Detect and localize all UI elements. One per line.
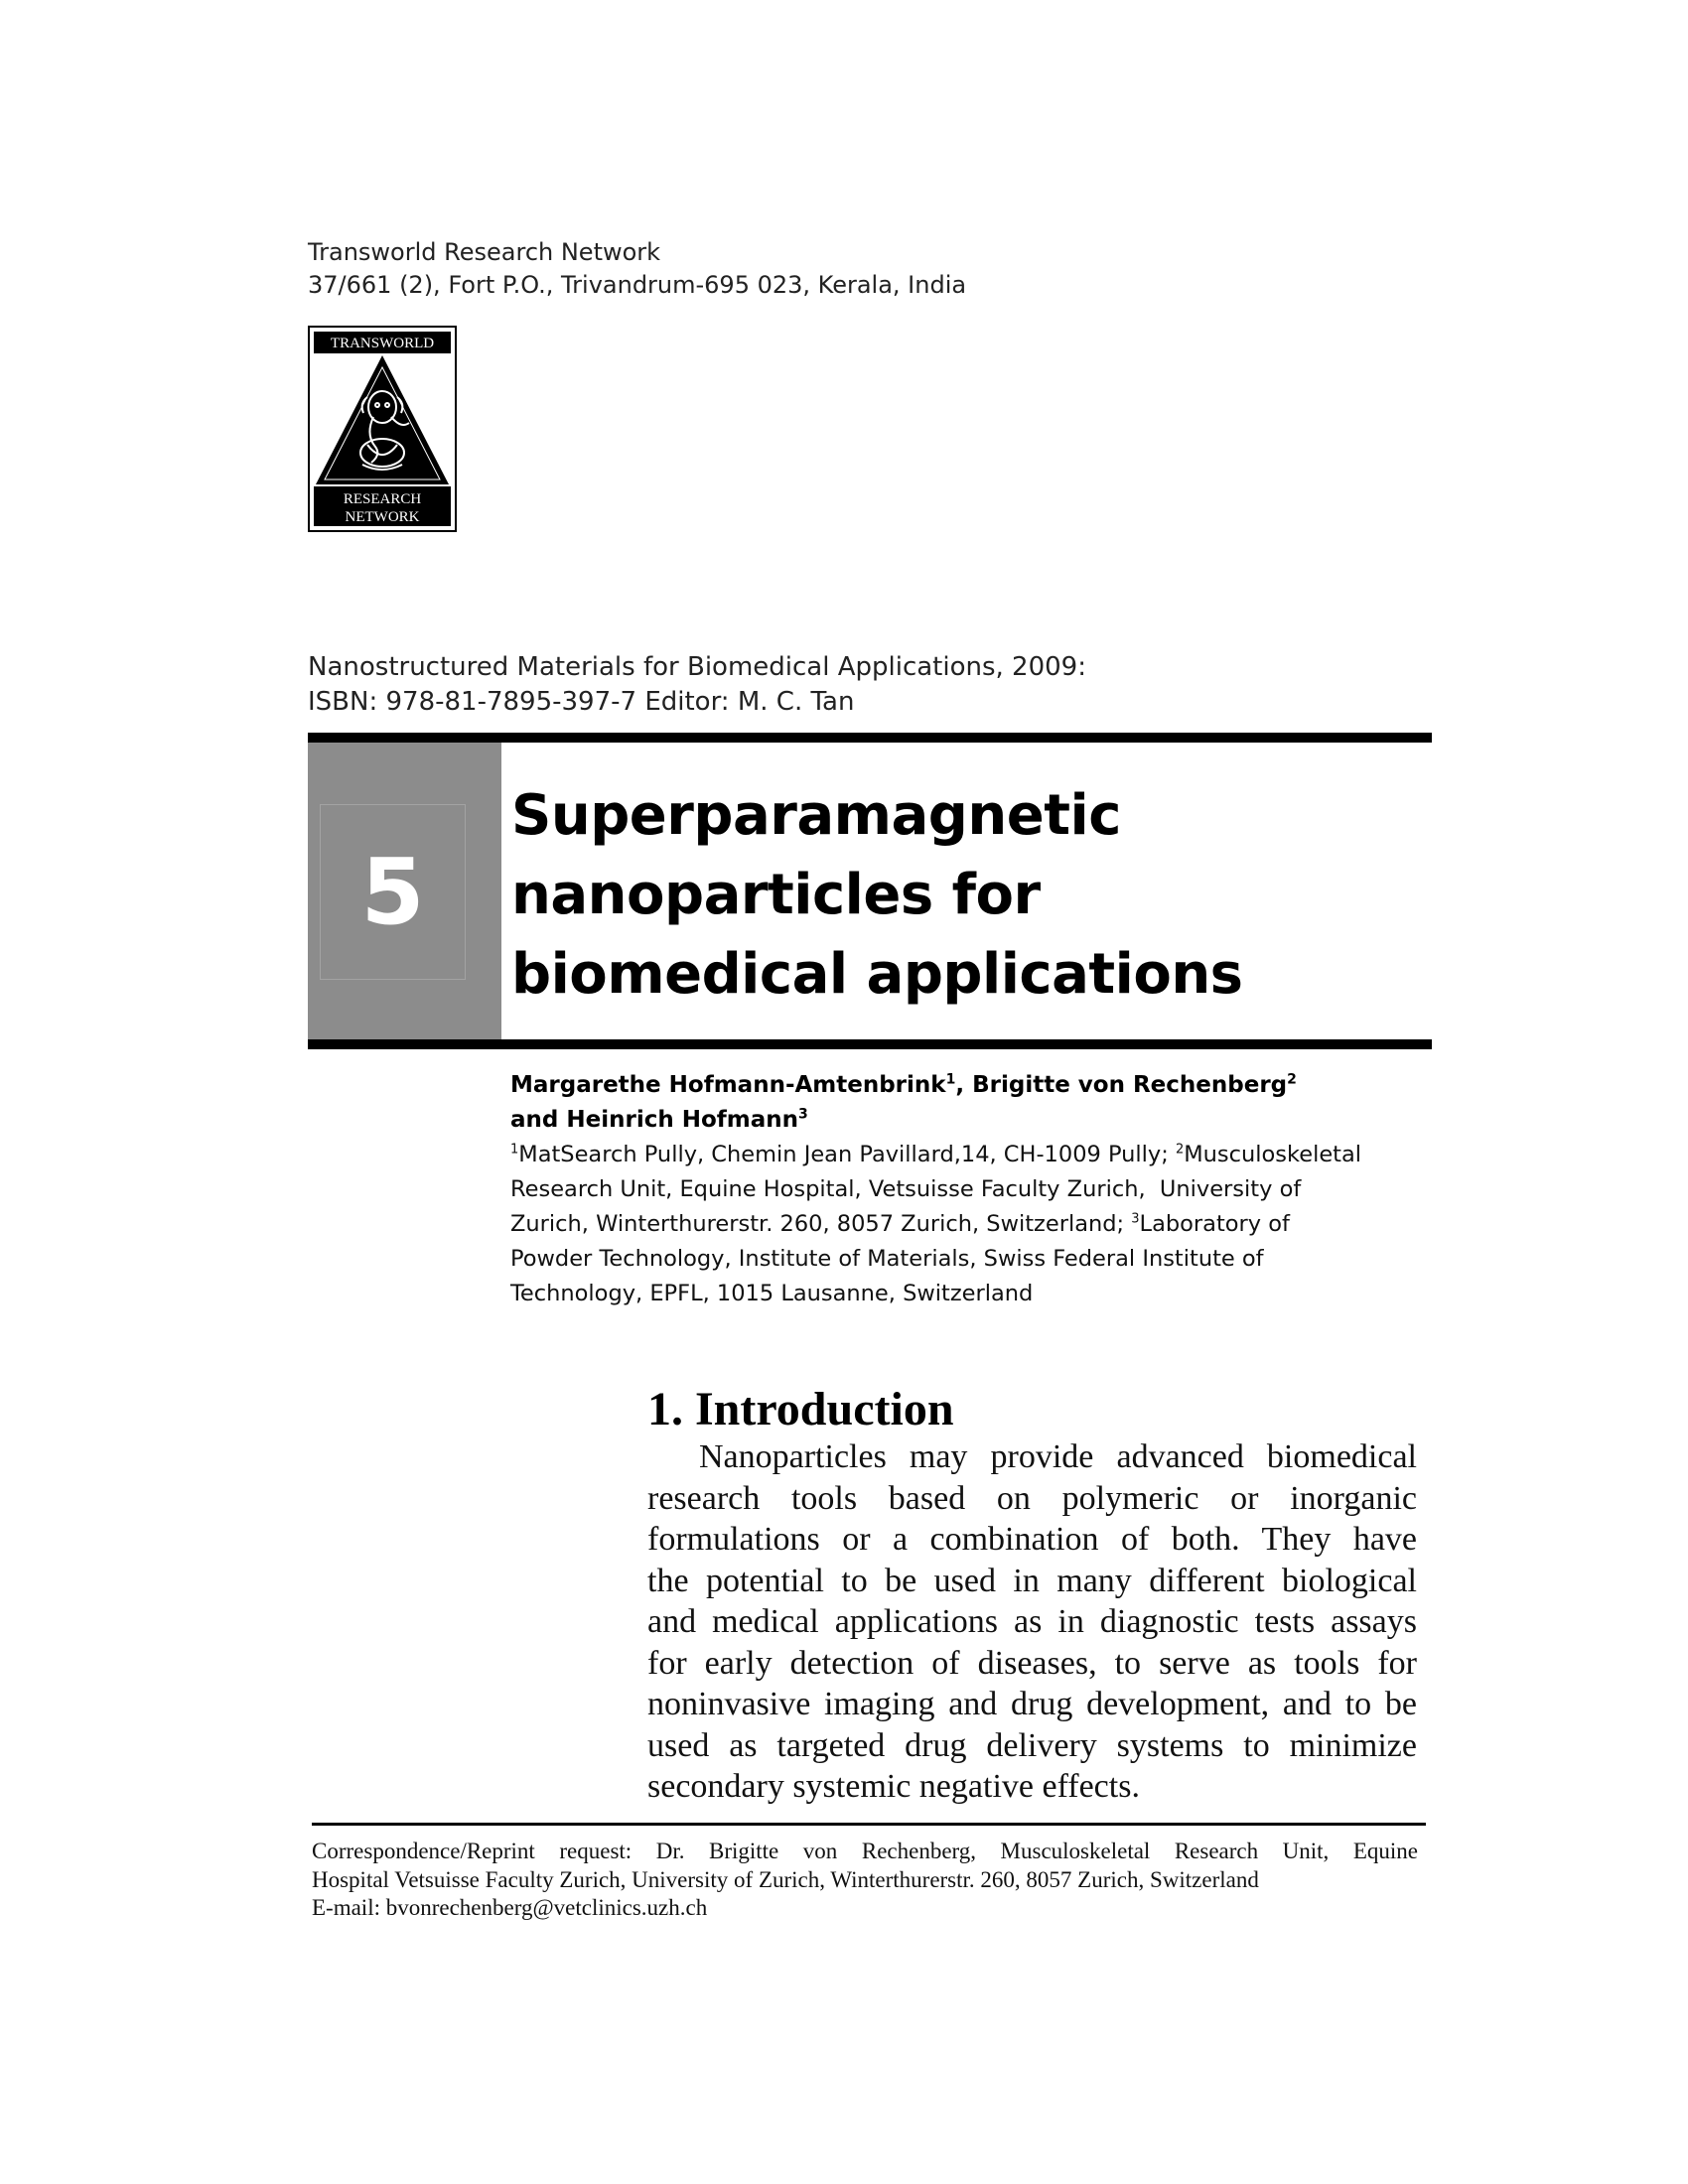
chapter-title-line: nanoparticles for bbox=[511, 863, 1041, 927]
author-separator: , bbox=[955, 1072, 973, 1098]
affil-text: MatSearch Pully, Chemin Jean Pavillard,14, CH-1009 Pully; bbox=[518, 1142, 1176, 1167]
affil-sup: 1 bbox=[510, 1142, 519, 1158]
paragraph-line: research tools based on polymeric or inorganic bbox=[647, 1479, 1417, 1517]
ganesha-triangle-logo-icon bbox=[308, 326, 457, 532]
chapter-number-frame bbox=[320, 804, 466, 980]
footnote-line: Correspondence/Reprint request: Dr. Brigitte von Rechenberg, Musculoskeletal Research Unit, Equine bbox=[312, 1839, 1418, 1863]
paragraph-line: noninvasive imaging and drug development, and to be bbox=[647, 1686, 1417, 1722]
affiliation-line: Technology, EPFL, 1015 Lausanne, Switzerland bbox=[510, 1281, 1034, 1306]
chapter-number: 5 bbox=[360, 839, 425, 945]
book-title-line: Nanostructured Materials for Biomedical Applications, 2009: bbox=[308, 652, 1086, 682]
author-affil-sup: 1 bbox=[945, 1071, 956, 1088]
chapter-title bbox=[511, 776, 1405, 1015]
chapter-title-line: biomedical applications bbox=[511, 942, 1243, 1007]
affiliation-line bbox=[510, 1207, 1424, 1242]
publisher-info bbox=[308, 236, 966, 302]
introduction-paragraph bbox=[647, 1436, 1417, 1808]
paragraph-line: and medical applications as in diagnostic tests assays bbox=[647, 1603, 1417, 1640]
affiliations bbox=[510, 1138, 1424, 1311]
author-name: and Heinrich Hofmann bbox=[510, 1107, 799, 1133]
authors-line-1 bbox=[510, 1068, 1424, 1103]
author-name: Brigitte von Rechenberg bbox=[972, 1072, 1288, 1098]
section-heading: 1. Introduction bbox=[647, 1383, 954, 1435]
footnote-line: Hospital Vetsuisse Faculty Zurich, University of Zurich, Winterthurerstr. 260, 8057 Zurich, Switzerland bbox=[312, 1866, 1259, 1892]
affiliation-line: Research Unit, Equine Hospital, Vetsuisse Faculty Zurich, University of bbox=[510, 1176, 1302, 1202]
footnote-email[interactable]: E-mail: bvonrechenberg@vetclinics.uzh.ch bbox=[312, 1895, 708, 1920]
affil-text: Musculoskeletal bbox=[1184, 1142, 1362, 1167]
publisher-address: 37/661 (2), Fort P.O., Trivandrum-695 023, Kerala, India bbox=[308, 271, 967, 299]
logo-top-text: TRANSWORLD bbox=[330, 336, 435, 351]
publisher-name: Transworld Research Network bbox=[308, 238, 661, 266]
affil-sup: 3 bbox=[1131, 1211, 1140, 1227]
chapter-rule-bottom bbox=[308, 1039, 1432, 1049]
affiliation-line: Powder Technology, Institute of Materials, Swiss Federal Institute of bbox=[510, 1246, 1264, 1272]
author-affil-sup: 3 bbox=[798, 1106, 808, 1123]
chapter-rule-top bbox=[308, 733, 1432, 743]
correspondence-footnote bbox=[312, 1838, 1418, 1923]
chapter-title-line: Superparamagnetic bbox=[511, 783, 1121, 848]
logo-bottom-text-1: RESEARCH bbox=[343, 491, 422, 507]
affil-sup: 2 bbox=[1175, 1142, 1185, 1158]
book-info bbox=[308, 650, 1086, 720]
paragraph-line: formulations or a combination of both. They have bbox=[647, 1521, 1417, 1558]
chapter-number-box bbox=[308, 743, 501, 1039]
affiliation-line bbox=[510, 1138, 1424, 1172]
paragraph-line: the potential to be used in many different biological bbox=[647, 1562, 1417, 1599]
affil-text: Laboratory of bbox=[1139, 1211, 1290, 1237]
paragraph-line: for early detection of diseases, to serve as tools for bbox=[647, 1644, 1417, 1682]
book-isbn-line: ISBN: 978-81-7895-397-7 Editor: M. C. Tan bbox=[308, 687, 855, 717]
author-name: Margarethe Hofmann-Amtenbrink bbox=[510, 1072, 946, 1098]
footnote-rule bbox=[312, 1823, 1426, 1826]
authors-line-2 bbox=[510, 1103, 1424, 1138]
authors bbox=[510, 1068, 1424, 1138]
paragraph-line: secondary systemic negative effects. bbox=[647, 1768, 1140, 1805]
logo-bottom-text-2: NETWORK bbox=[345, 509, 420, 525]
affil-text: Zurich, Winterthurerstr. 260, 8057 Zurich, Switzerland; bbox=[510, 1211, 1132, 1237]
author-affil-sup: 2 bbox=[1287, 1071, 1297, 1088]
publisher-logo bbox=[308, 326, 457, 532]
paragraph-line: Nanoparticles may provide advanced biomedical bbox=[699, 1438, 1417, 1475]
paragraph-line: used as targeted drug delivery systems to minimize bbox=[647, 1726, 1417, 1764]
